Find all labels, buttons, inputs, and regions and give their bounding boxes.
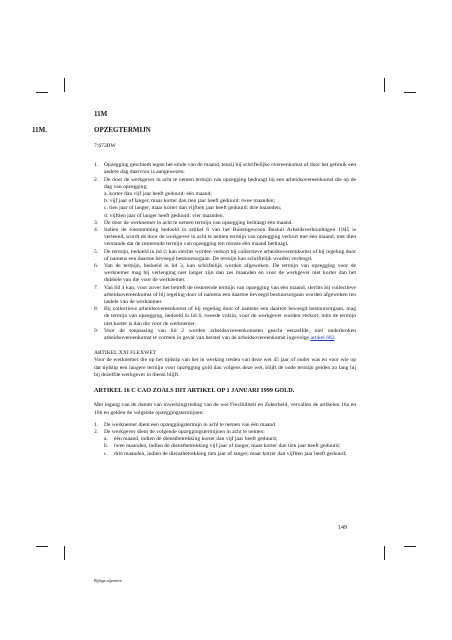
document-body [94,143,356,458]
item-text-end: . [334,335,336,342]
item-text: Opzegging geschiedt tegen het einde van de maand, tenzij bij schriftelijke overeenkomst of door het gebruik een andere dag daarvoor is aangewezen. [104,162,356,176]
item-number: 2. [94,428,99,435]
item-text: Indien de toestemming bedoeld in artikel 6 van het Buitengewoon Besluit Arbeidsverhoudingen 1945 is verleend, wordt de door de werkgever in acht te nemen termijn van opzegging verkort met één maand, met dien verstande dat de resterende termijn van opzegging ten minste één maand bedraagt. [104,227,356,248]
list-item [94,422,356,429]
list-item [94,227,356,249]
item-text: Van lid 4 kan, voor zover het betreft de resterende termijn van opzegging van één maand, slechts bij collectieve arbeidsovereenkomst of bij regeling door of namens een daartoe bevoegd bestuursorgaan worden afgeweken ten nadele van de werknemer. [104,284,356,306]
item-number: 6. [94,263,99,270]
sub-item: c. tien jaar of langer, maar korter dan vijftien jaar heeft geduurd: drie maanden; [104,205,282,212]
sub-item-text: twee maanden, indien de dienstbetrekking vijf jaar of langer, maar korter dan tien jaar heeft geduurd; [114,443,341,450]
article-682-link[interactable]: artikel 682 [310,335,335,342]
item-number: 1. [94,421,99,428]
crop-mark [36,92,48,93]
item-number: 9. [94,327,99,334]
sub-item-text: één maand, indien de dienstbetrekking korter dan vijf jaar heeft geduurd; [114,436,278,443]
list-item [94,429,356,458]
item-number: 7. [94,284,99,291]
margin-code: 11M. [32,126,47,134]
item-number: 5. [94,248,99,255]
sub-item: a. korter dan vijf jaar heeft geduurd: één maand; [104,191,212,198]
crop-mark [36,546,48,547]
list-item [94,162,356,176]
item-text: De door de werkgever in acht te nemen termijn van opzegging bedraagt bij een arbeidsovereenkomst die op de dag van opzegging: [104,176,356,190]
item-number: 1. [94,162,99,169]
list-item [94,249,356,263]
sub-item [104,451,356,458]
chapter-title: OPZEGTERMIJN [94,126,151,134]
cao-intro: Met ingang van de datum van inwerkingtreding van de wet Flexibiliteit en Zekerheid, vervallen de artikelen 16a en 16b en gelden de volgende opzeggingstermijnen: [94,402,356,416]
sub-item-letter: a. [104,436,108,443]
page-number: 149 [338,525,347,531]
footer-note: Bijlage algemeen [94,578,122,583]
list-item [94,177,356,220]
flexwet-heading: ARTIKEL XXI FLEXWET [94,350,157,357]
article-list [94,162,356,342]
sub-item-text: drie maanden, indien de dienstbetrekking tien jaar of langer, maar korter dan vijftien jaar heeft geduurd; [114,450,347,457]
item-text: Van de termijn, bedoeld in lid 3, kan schriftelijk worden afgeweken. De termijn van opzegging voor de werknemer mag bij verlenging niet langer zijn dan zes maanden en voor de werkgever niet korter dan het dubbele van die voor de werknemer. [104,263,356,284]
sub-item-letter: b. [104,443,109,450]
item-text: De werkgever dient de volgende opzeggingstermijnen in acht te nemen: [104,428,265,435]
sub-item-letter: c. [104,450,108,457]
sub-item: d. vijftien jaar of langer heeft geduurd: vier maanden. [104,212,224,219]
list-item [94,263,356,285]
flexwet-text: Voor de werknemer die op het tijdstip van het in werking treden van deze wet 45 jaar of ouder was en voor wie op dat tijdstip een langere termijn voor opzegging gold dan volgens deze wet, blijft de oude termijn gelden zo lang hij bij dezelfde werkgever in dienst blijft. [94,357,356,378]
crop-mark [64,78,65,92]
item-number: 2. [94,176,99,183]
law-reference: 7:672BW [94,143,116,149]
list-item [94,306,356,328]
item-number: 3. [94,219,99,226]
crop-mark [64,546,65,560]
item-text: Bij collectieve arbeidsovereenkomst of bij regeling door of namens een daartoe bevoegd bestuursorgaan, mag de termijn van opzegging, bedoeld in lid 6, tweede volzin, voor de werkgever worden verkort, mits de termijn niet korter is dan die voor de werknemer. [104,306,356,327]
cao-heading: ARTIKEL 16 C CAO ZOALS DIT ARTIKEL OP 1 JANUARI 1999 GOLD. [94,387,295,395]
crop-mark [404,546,416,547]
sub-item: b. vijf jaar of langer, maar korter dan tien jaar heeft geduurd: twee maanden; [104,198,276,205]
sub-item [104,443,356,450]
list-item [94,328,356,342]
item-text: De door de werknemer in acht te nemen termijn van opzegging bedraagt één maand. [104,219,293,226]
crop-mark [384,546,385,560]
list-item [94,285,356,307]
crop-mark [384,78,385,92]
cao-list [94,422,356,458]
item-text: Voor de toepassing van lid 2 worden arbeidsovereenkomsten geacht eenzelfde, niet onderbroken arbeidsovereenkomst te vormen in geval van herstel van de arbeidsovereenkomst ingevolge [104,327,356,342]
crop-mark [404,92,416,93]
chapter-number: 11M [94,110,108,118]
item-number: 8. [94,306,99,313]
item-number: 4. [94,227,99,234]
item-text: De werknemer dient een opzeggingstermijn in acht te nemen van één maand. [104,421,277,428]
item-text: De termijn, bedoeld in lid 2, kan slechts worden verkort bij collectieve arbeidsovereenkomst of bij regeling door of namens een daartoe bevoegd bestuursorgaan. De termijn kan schriftelijk worden verlengd. [104,248,356,262]
list-item [94,220,356,227]
